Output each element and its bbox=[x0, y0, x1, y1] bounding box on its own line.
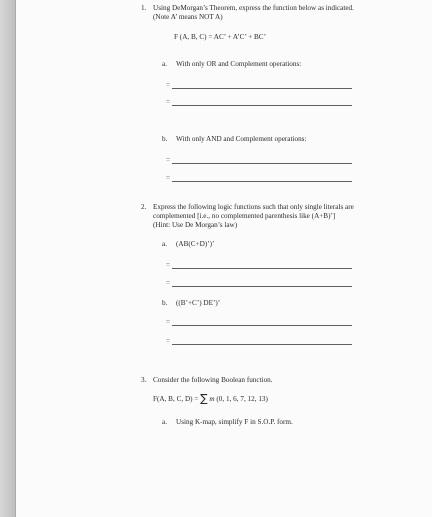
q3-number: 3. bbox=[141, 376, 147, 384]
q2-line1: Express the following logic functions such that only single literals are bbox=[153, 203, 354, 211]
q2a-expression: (AB(C+D)’)’ bbox=[176, 240, 215, 248]
q1a-equals-1: = bbox=[166, 81, 170, 89]
q2a-equals-2: = bbox=[166, 279, 170, 287]
q3-function-prefix: F(A, B, C, D) = bbox=[153, 395, 199, 403]
q3-text: Consider the following Boolean function. bbox=[153, 376, 273, 384]
q3-function bbox=[153, 394, 268, 404]
q2a-equals-1: = bbox=[166, 261, 170, 269]
q1a-equals-2: = bbox=[166, 98, 170, 106]
q2-line2: complemented [i.e., no complemented parenthesis like (A+B)’] bbox=[153, 212, 336, 220]
q3a-text: Using K-map, simplify F in S.O.P. form. bbox=[176, 418, 293, 426]
q2-line3: (Hint: Use De Morgan’s law) bbox=[153, 221, 238, 229]
q1b-marker: b. bbox=[162, 135, 168, 143]
q3a-marker: a. bbox=[162, 418, 167, 426]
q2b-expression: ((B’+C’) DE’)’ bbox=[176, 299, 221, 307]
q2b-answer-line-2[interactable] bbox=[172, 344, 352, 345]
q1-line2: (Note A’ means NOT A) bbox=[153, 13, 223, 21]
q3-minterms: (0, 1, 6, 7, 12, 13) bbox=[216, 395, 268, 403]
q1a-text: With only OR and Complement operations: bbox=[176, 60, 302, 68]
q1-line1: Using DeMorgan’s Theorem, express the function below as indicated. bbox=[153, 4, 354, 12]
q1-number: 1. bbox=[141, 4, 147, 12]
q2b-equals-2: = bbox=[166, 337, 170, 345]
q2b-equals-1: = bbox=[166, 318, 170, 326]
worksheet-page bbox=[16, 0, 432, 517]
q2-number: 2. bbox=[141, 203, 147, 211]
q2b-answer-line-1[interactable] bbox=[172, 325, 352, 326]
q1a-answer-line-1[interactable] bbox=[172, 88, 352, 89]
q2a-answer-line-1[interactable] bbox=[172, 268, 352, 269]
q2b-marker: b. bbox=[162, 299, 168, 307]
q2a-marker: a. bbox=[162, 240, 167, 248]
q1b-answer-line-2[interactable] bbox=[172, 181, 352, 182]
q1a-marker: a. bbox=[162, 60, 167, 68]
sigma-symbol: ∑ bbox=[200, 392, 208, 405]
q1-function: F (A, B, C) = AC’ + A’C’ + BC’ bbox=[174, 33, 266, 41]
q2a-answer-line-2[interactable] bbox=[172, 286, 352, 287]
q1b-equals-2: = bbox=[166, 174, 170, 182]
q1b-equals-1: = bbox=[166, 156, 170, 164]
minterm-symbol: m bbox=[209, 395, 215, 403]
q1a-answer-line-2[interactable] bbox=[172, 105, 352, 106]
q1b-answer-line-1[interactable] bbox=[172, 163, 352, 164]
left-edge-strip bbox=[0, 0, 16, 517]
q1b-text: With only AND and Complement operations: bbox=[176, 135, 307, 143]
